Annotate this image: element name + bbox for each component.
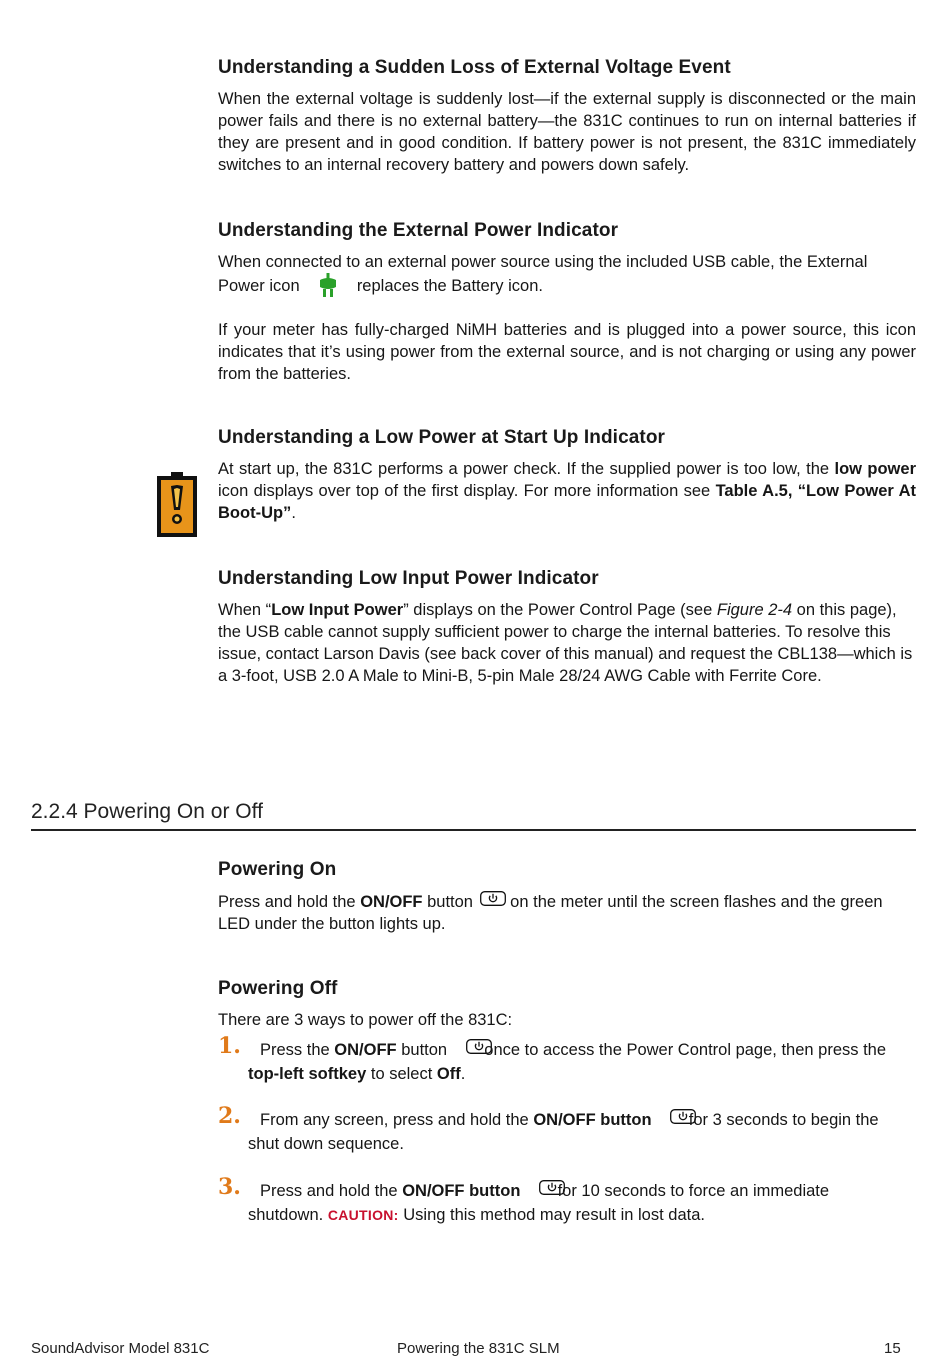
footer-page-number: 15 [884, 1340, 901, 1357]
step-continuation [248, 1203, 916, 1227]
text-span: replaces the Battery icon. [356, 277, 543, 295]
power-button-icon [658, 1107, 682, 1121]
power-button-icon [480, 890, 504, 904]
text-span: shutdown. [248, 1206, 324, 1224]
heading-external-power: Understanding the External Power Indicator [218, 220, 619, 241]
text-span: Press and hold the [218, 893, 356, 911]
paragraph-voltage-loss: When the external voltage is suddenly lost—if the external supply is disconnected or the main power fails and there is no external battery—the 831C continues to run on internal batteries if they are present and in good condition. If battery power is not present, the 831C immediately switches to an internal recovery battery and powers down safely. [218, 90, 916, 174]
list-number: 2. [218, 1103, 241, 1129]
step-continuation [248, 1062, 916, 1086]
text-span: When “ [218, 601, 272, 619]
text-span: Press the [260, 1041, 330, 1059]
paragraph-low-power-startup [218, 458, 916, 524]
paragraph-low-input-power [218, 599, 916, 687]
text-span: for 10 seconds to force an immediate [557, 1182, 830, 1200]
paragraph-external-power-1 [218, 251, 916, 297]
heading-voltage-loss: Understanding a Sudden Loss of External Voltage Event [218, 57, 731, 78]
text-span: icon displays over top of the first display. For more information see [218, 482, 711, 500]
bold-text: top-left softkey [248, 1065, 367, 1083]
heading-low-power-startup: Understanding a Low Power at Start Up Indicator [218, 427, 666, 448]
list-number: 3. [218, 1174, 241, 1200]
text-span: ” displays on the Power Control Page (see [403, 601, 713, 619]
list-number: 1. [218, 1033, 241, 1059]
step-text [248, 1107, 916, 1156]
section-voltage-loss [218, 57, 916, 176]
bold-text: Low Input Power [271, 601, 404, 619]
section-powering-on [218, 859, 916, 935]
bold-text: low power [834, 460, 916, 478]
heading-low-input-power: Understanding Low Input Power Indicator [218, 568, 599, 589]
paragraph-powering-off-intro: There are 3 ways to power off the 831C: [218, 1011, 513, 1029]
low-power-battery-icon [156, 472, 198, 543]
text-span: on the meter until the screen flashes and the green LED under the button lights up. [218, 893, 883, 933]
footer-product-name: SoundAdvisor Model 831C [31, 1340, 210, 1357]
text-span: Using this method may result in lost data. [403, 1206, 705, 1224]
bold-text: ON/OFF button [402, 1182, 521, 1200]
bold-text: ON/OFF button [533, 1111, 652, 1129]
step-continuation: shut down sequence. [248, 1135, 404, 1153]
section-low-input-power [218, 568, 916, 687]
text-span: on this page), the USB cable cannot supply sufficient power to charge the internal batteries. To resolve this issue, contact Larson Davis (see back cover of this manual) and request the CBL138—which is a 3-foot, USB 2.0 A Male to Mini-B, 5-pin Male 28/24 AWG Cable with Ferrite Core. [218, 601, 913, 685]
text-span: When connected to an external power source using the included USB cable, the External Power icon [218, 253, 868, 295]
step-text [248, 1178, 916, 1227]
section-title-2-2-4: 2.2.4 Powering On or Off [31, 800, 916, 831]
list-item-step-1 [218, 1033, 916, 1086]
bold-text: ON/OFF [334, 1041, 397, 1059]
section-powering-off [218, 978, 916, 1031]
figure-reference-link[interactable]: Figure 2-4 [716, 601, 793, 619]
text-span: to select [370, 1065, 433, 1083]
text-span: for 3 seconds to begin the [688, 1111, 879, 1129]
text-span: once to access the Power Control page, then press the [484, 1041, 887, 1059]
caution-label: CAUTION: [327, 1207, 399, 1223]
table-reference-link[interactable]: Table A.5, “Low Power At Boot-Up” [218, 482, 916, 522]
paragraph-powering-on [218, 890, 916, 935]
plug-icon [310, 273, 346, 295]
list-item-step-3 [218, 1174, 916, 1227]
text-span: From any screen, press and hold the [260, 1111, 529, 1129]
bold-text: ON/OFF [360, 893, 423, 911]
text-span: button [427, 893, 473, 911]
power-button-icon [527, 1178, 551, 1192]
paragraph-external-power-2: If your meter has fully-charged NiMH batteries and is plugged into a power source, this icon indicates that it’s using power from the external source, and is not charging or using any power from the batteries. [218, 321, 916, 383]
section-low-power-startup [218, 427, 916, 524]
footer-chapter-title: Powering the 831C SLM [397, 1340, 560, 1357]
text-span: . [460, 1065, 466, 1083]
section-external-power [218, 220, 916, 385]
heading-powering-off: Powering Off [218, 978, 338, 999]
step-text [248, 1037, 916, 1086]
bold-text: Off [436, 1065, 461, 1083]
power-button-icon [454, 1037, 478, 1051]
text-span: At start up, the 831C performs a power check. If the supplied power is too low, the [218, 460, 830, 478]
text-span: button [401, 1041, 448, 1059]
text-span: . [291, 504, 296, 522]
heading-powering-on: Powering On [218, 859, 337, 880]
text-span: Press and hold the [260, 1182, 398, 1200]
list-item-step-2 [218, 1103, 916, 1156]
